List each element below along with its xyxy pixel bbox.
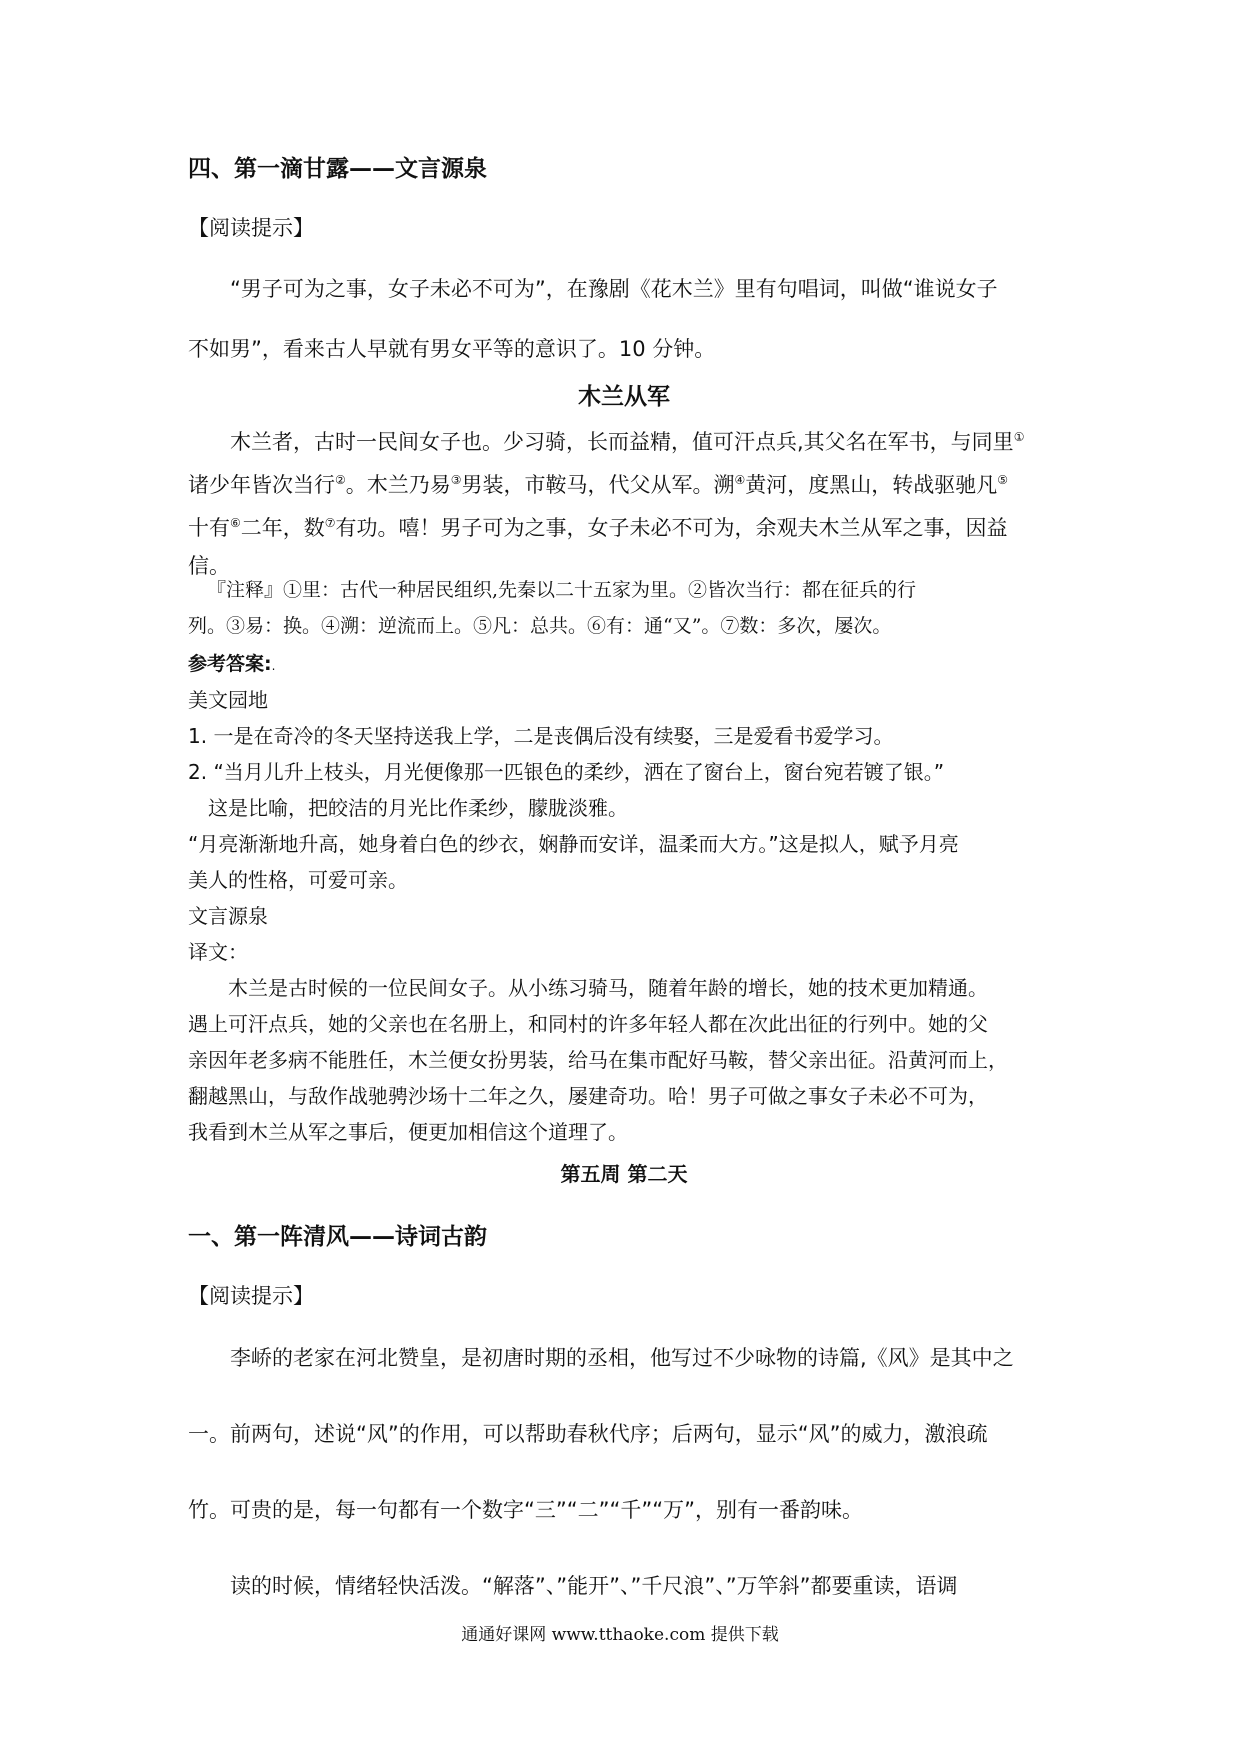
section1-tip-label: 【阅读提示】 (188, 1284, 314, 1308)
answers-body (188, 682, 1060, 1150)
section4-tip-label: 【阅读提示】 (188, 216, 314, 240)
answer-2: 2. “当月儿升上枝头，月光便像那一匹银色的柔纱，洒在了窗台上，窗台宛若镀了银。” (188, 760, 945, 784)
note-marker: ② (335, 473, 346, 487)
answer-2-explain: 这是比喻，把皎洁的月光比作柔纱，朦胧淡雅。 (208, 796, 628, 820)
note-marker: ⑤ (997, 473, 1009, 487)
translation-line-3: 亲因年老多病不能胜任，木兰便女扮男装，给马在集市配好马鞍，替父亲出征。沿黄河而上， (188, 1048, 1008, 1072)
section1-line-3: 竹。可贵的是，每一句都有一个数字“三”“二”“千”“万”，别有一番韵味。 (188, 1498, 864, 1522)
article-line-3: 十有⑥二年，数⑦有功。嘻！男子可为之事，女子未必不可为，余观夫木兰从军之事，因益 (188, 516, 1008, 540)
section1-line-4: 读的时候，情绪轻快活泼。“解落”、”能开”、”千尺浪”、”万竿斜”都要重读，语调 (230, 1574, 958, 1598)
translation-line-4: 翻越黑山，与敌作战驰骋沙场十二年之久，屡建奇功。哈！男子可做之事女子未必不可为， (188, 1084, 988, 1108)
article-line-2: 诸少年皆次当行②。木兰乃易③男装，市鞍马，代父从军。溯④黄河，度黑山，转战驱驰凡⑤ (188, 473, 1009, 497)
note-marker: ⑦ (324, 516, 336, 530)
note-marker: ④ (734, 473, 746, 487)
answer-3-explain: 美人的性格，可爱可亲。 (188, 868, 408, 892)
note-marker: ⑥ (230, 516, 241, 530)
page-footer: 通通好课网 www.tthaoke.com 提供下载 (461, 1625, 779, 1645)
article-body (188, 418, 1060, 585)
article-title: 木兰从军 (578, 384, 670, 410)
note-marker: ① (1013, 430, 1025, 444)
translation-line-1: 木兰是古时候的一位民间女子。从小练习骑马，随着年龄的增长，她的技术更加精通。 (228, 976, 988, 1000)
sub-heading-wenyan: 文言源泉 (188, 904, 268, 928)
article-line-4: 信。 (188, 554, 230, 578)
note-marker: ③ (450, 473, 462, 487)
section4-tip-line1: “男子可为之事，女子未必不可为”，在豫剧《花木兰》里有句唱词，叫做“谁说女子 (230, 277, 998, 301)
section4-tip-line2: 不如男”，看来古人早就有男女平等的意识了。10 分钟。 (188, 337, 716, 361)
note-line-2: 列。③易：换。④溯：逆流而上。⑤凡：总共。⑥有：通“又”。⑦数：多次，屡次。 (188, 615, 892, 637)
translation-line-5: 我看到木兰从军之事后，便更加相信这个道理了。 (188, 1120, 628, 1144)
article-line-1: 木兰者，古时一民间女子也。少习骑，长而益精，值可汗点兵,其父名在军书，与同里① (230, 430, 1025, 454)
section1-line-2: 一。前两句，述说“风”的作用，可以帮助春秋代序；后两句，显示“风”的威力，激浪疏 (188, 1422, 988, 1446)
section4-heading: 四、第一滴甘露——文言源泉 (188, 156, 487, 182)
week-title: 第五周 第二天 (560, 1162, 688, 1186)
section1-heading: 一、第一阵清风——诗词古韵 (188, 1224, 487, 1250)
answer-1: 1. 一是在奇冷的冬天坚持送我上学，二是丧偶后没有续娶，三是爱看书爱学习。 (188, 724, 894, 748)
answer-3: “月亮渐渐地升高，她身着白色的纱衣，娴静而安详，温柔而大方。”这是拟人，赋予月亮 (188, 832, 959, 856)
translation-line-2: 遇上可汗点兵，她的父亲也在名册上，和同村的许多年轻人都在次此出征的行列中。她的父 (188, 1012, 988, 1036)
translation-label: 译文： (188, 940, 248, 964)
section1-line-1: 李峤的老家在河北赞皇，是初唐时期的丞相，他写过不少咏物的诗篇,《风》是其中之 (230, 1346, 1014, 1370)
sub-heading-meiwen: 美文园地 (188, 688, 268, 712)
article-notes (188, 572, 1060, 644)
answers-label: 参考答案:. (188, 653, 276, 675)
note-line-1: 『注释』①里：古代一种居民组织,先秦以二十五家为里。②皆次当行：都在征兵的行 (207, 579, 917, 601)
section1-body (188, 1320, 1060, 1624)
